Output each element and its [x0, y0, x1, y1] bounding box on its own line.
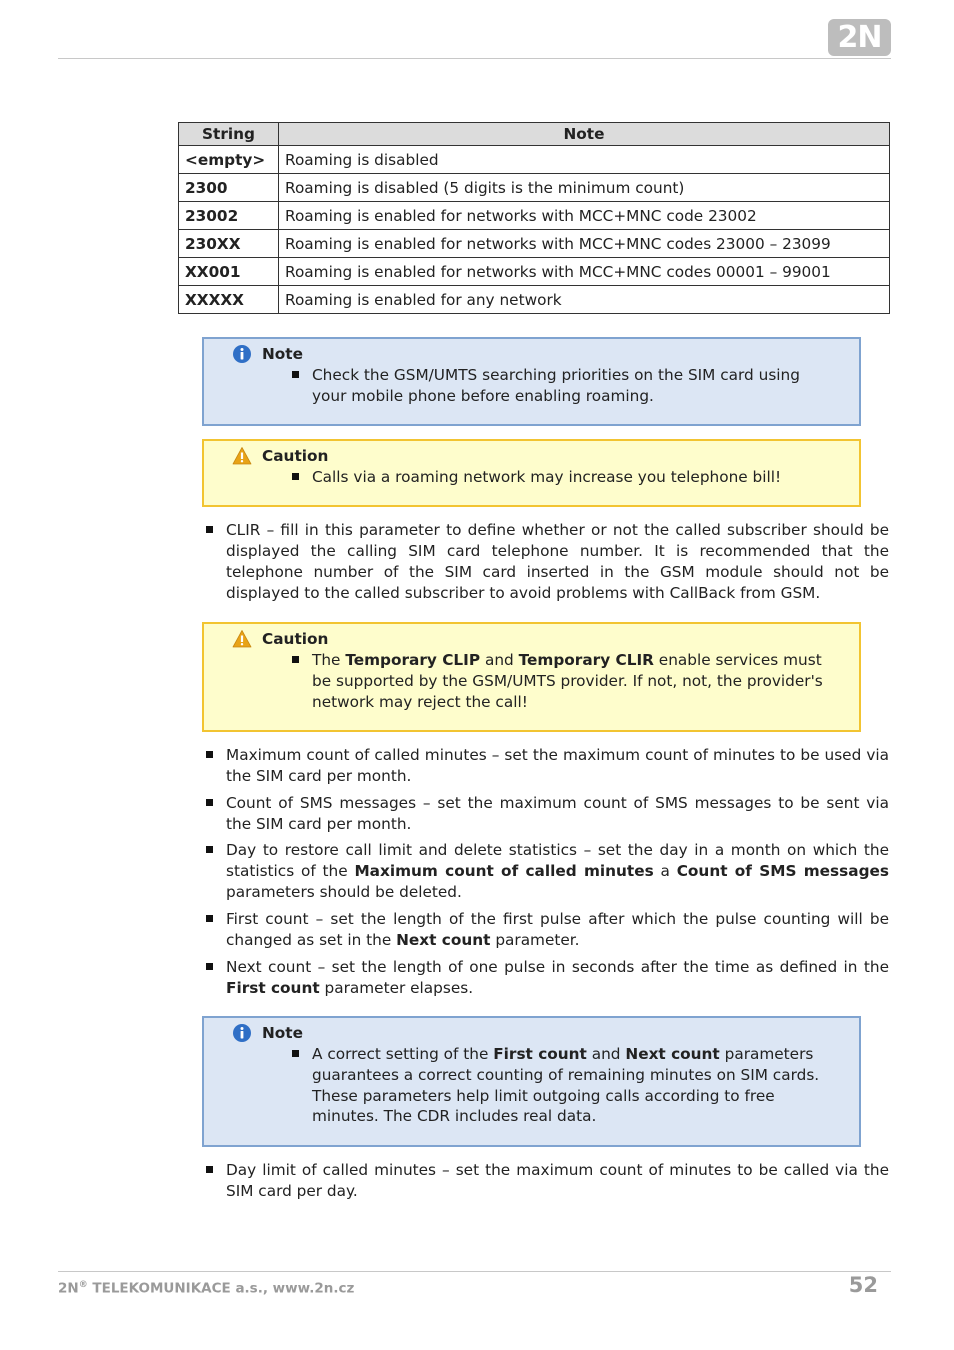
- table-cell-string: 230XX: [179, 230, 279, 258]
- brand-logo: 2N: [828, 19, 891, 56]
- table-cell-string: XXXXX: [179, 286, 279, 314]
- caution-box-clip: [202, 622, 861, 732]
- table-cell-note: Roaming is disabled (5 digits is the minimum count): [279, 174, 890, 202]
- bullet-icon: [292, 473, 299, 480]
- table-cell-string: 23002: [179, 202, 279, 230]
- warning-icon: [232, 446, 252, 466]
- column-header-note: Note: [279, 123, 890, 146]
- table-cell-string: XX001: [179, 258, 279, 286]
- roaming-table: [178, 122, 890, 314]
- column-header-string: String: [179, 123, 279, 146]
- note-title: Note: [262, 1024, 303, 1042]
- restore-text: Day to restore call limit and delete statistics – set the day in a month on which the statistics of the Maximum count of called minutes a Count of SMS messages parameters should be deleted.: [226, 841, 889, 901]
- list-item-clir: [206, 520, 889, 604]
- bullet-icon: [206, 526, 213, 533]
- footer-rule: [58, 1271, 891, 1272]
- bullet-icon: [292, 656, 299, 663]
- note-text: Check the GSM/UMTS searching priorities on the SIM card using your mobile phone before enabling roaming.: [312, 366, 800, 405]
- header-rule: [58, 58, 891, 59]
- note-text: A correct setting of the First count and Next count parameters guarantees a correct counting of remaining minutes on SIM cards. These parameters help limit outgoing calls according to free minutes. The CDR includes real data.: [312, 1045, 820, 1126]
- table-cell-string: 2300: [179, 174, 279, 202]
- bullet-icon: [206, 799, 213, 806]
- table-cell-note: Roaming is enabled for networks with MCC+MNC codes 23000 – 23099: [279, 230, 890, 258]
- next-count-text: Next count – set the length of one pulse in seconds after the time as defined in the First count parameter elapses.: [226, 958, 889, 997]
- table-row: [179, 146, 890, 174]
- bullet-icon: [206, 963, 213, 970]
- first-count-text: First count – set the length of the first pulse after which the pulse counting will be changed as set in the Next count parameter.: [226, 910, 889, 949]
- table-row: [179, 174, 890, 202]
- sms-count-text: Count of SMS messages – set the maximum count of SMS messages to be sent via the SIM card per month.: [226, 794, 889, 833]
- list-item: [290, 365, 839, 407]
- list-item: [290, 467, 839, 488]
- note-box-roaming: [202, 337, 861, 426]
- list-item-day-limit: [206, 1160, 889, 1202]
- bullet-icon: [206, 1166, 213, 1173]
- bullet-icon: [206, 751, 213, 758]
- page-number: 52: [848, 1273, 878, 1297]
- list-item-max-minutes: [206, 745, 889, 787]
- table-header-row: [179, 123, 890, 146]
- note-box-counting: [202, 1016, 861, 1147]
- list-item-sms-count: [206, 793, 889, 835]
- max-minutes-text: Maximum count of called minutes – set the maximum count of minutes to be used via the SIM card per month.: [226, 746, 889, 785]
- table-row: [179, 230, 890, 258]
- list-item-next-count: [206, 957, 889, 999]
- bullet-icon: [292, 1050, 299, 1057]
- footer-company: 2N® TELEKOMUNIKACE a.s., www.2n.cz: [58, 1280, 355, 1297]
- bullet-icon: [292, 371, 299, 378]
- clir-text: CLIR – fill in this parameter to define whether or not the called subscriber should be displayed the calling SIM card telephone number. It is recommended that the telephone number of the SIM card inserted in the GSM module should not be displayed to the called subscriber to avoid problems with CallBack from GSM.: [226, 521, 889, 602]
- table-row: [179, 286, 890, 314]
- table-row: [179, 202, 890, 230]
- caution-title: Caution: [262, 630, 329, 648]
- bullet-icon: [206, 915, 213, 922]
- list-item-first-count: [206, 909, 889, 951]
- day-limit-text: Day limit of called minutes – set the maximum count of minutes to be called via the SIM card per day.: [226, 1161, 889, 1200]
- list-item: [290, 1044, 839, 1127]
- caution-text: Calls via a roaming network may increase you telephone bill!: [312, 468, 782, 486]
- caution-text: The Temporary CLIP and Temporary CLIR enable services must be supported by the GSM/UMTS provider. If not, not, the provider's network may reject the call!: [312, 651, 823, 711]
- list-item: [290, 650, 839, 712]
- table-cell-note: Roaming is enabled for networks with MCC+MNC codes 00001 – 99001: [279, 258, 890, 286]
- table-cell-note: Roaming is disabled: [279, 146, 890, 174]
- table-cell-note: Roaming is enabled for any network: [279, 286, 890, 314]
- info-icon: [232, 1023, 252, 1043]
- bullet-icon: [206, 846, 213, 853]
- caution-box-roaming: [202, 439, 861, 507]
- warning-icon: [232, 629, 252, 649]
- list-item-restore: [206, 840, 889, 903]
- table-cell-string: <empty>: [179, 146, 279, 174]
- table-row: [179, 258, 890, 286]
- table-cell-note: Roaming is enabled for networks with MCC+MNC code 23002: [279, 202, 890, 230]
- info-icon: [232, 344, 252, 364]
- note-title: Note: [262, 345, 303, 363]
- caution-title: Caution: [262, 447, 329, 465]
